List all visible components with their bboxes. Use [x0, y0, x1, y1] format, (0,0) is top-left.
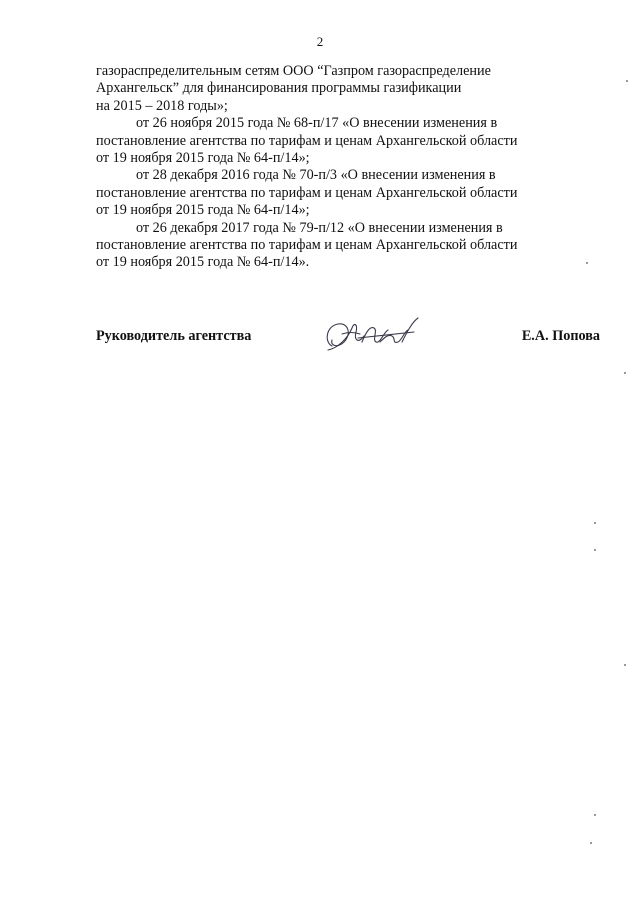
text-line: газораспределительным сетям ООО “Газпром газораспределение	[96, 63, 491, 79]
text-line: от 19 ноября 2015 года № 64-п/14»;	[96, 202, 310, 219]
scan-speck	[590, 842, 592, 844]
paragraph-continuation	[96, 63, 600, 115]
paragraph-resolution-70	[96, 167, 600, 219]
text-line: постановление агентства по тарифам и ценам Архангельской области	[96, 237, 518, 254]
paragraph-resolution-68	[96, 115, 600, 167]
text-line: от 19 ноября 2015 года № 64-п/14».	[96, 254, 310, 271]
text-line: от 26 декабря 2017 года № 79-п/12 «О внесении изменения в	[136, 219, 503, 236]
scan-speck	[624, 372, 626, 374]
text-line: от 19 ноября 2015 года № 64-п/14»;	[96, 150, 310, 167]
signature-block	[96, 318, 600, 368]
scan-speck	[594, 549, 596, 551]
text-line: от 26 ноября 2015 года № 68-п/17 «О внесении изменения в	[136, 115, 498, 132]
handwritten-signature-image	[318, 312, 424, 358]
signatory-title: Руководитель агентства	[96, 328, 252, 344]
scan-speck	[586, 262, 588, 264]
text-line: от 28 декабря 2016 года № 70-п/3 «О внесении изменения в	[136, 167, 496, 184]
document-body	[96, 63, 600, 272]
paragraph-resolution-79	[96, 220, 600, 272]
signatory-name: Е.А. Попова	[521, 328, 600, 344]
scan-speck	[624, 664, 626, 666]
scan-speck	[594, 814, 596, 816]
scan-speck	[594, 522, 596, 524]
scan-speck	[626, 80, 628, 82]
text-line: Архангельск” для финансирования программы газификации	[96, 80, 462, 97]
page-number: 2	[316, 34, 324, 49]
text-line: на 2015 – 2018 годы»;	[96, 97, 228, 114]
text-line: постановление агентства по тарифам и ценам Архангельской области	[96, 132, 518, 149]
text-line: постановление агентства по тарифам и ценам Архангельской области	[96, 184, 518, 201]
